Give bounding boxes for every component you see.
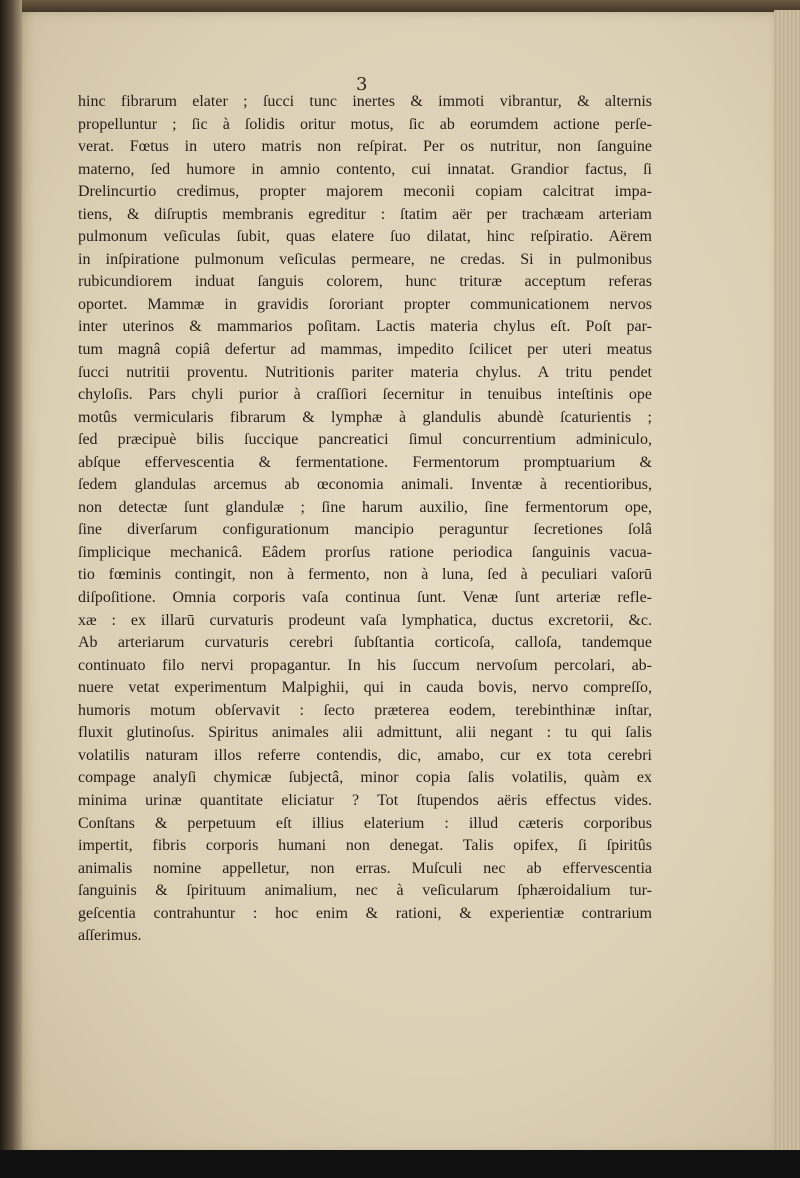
text-line: geſcentia contrahuntur : hoc enim & rationi, & experientiæ contrarium — [78, 904, 652, 922]
text-line: compage analyſi chymicæ ſubjectâ, minor copia ſalis volatilis, quàm ex — [78, 769, 652, 787]
text-line: hinc fibrarum elater ; ſucci tunc inertes & immoti vibrantur, & alternis — [78, 93, 652, 110]
text-line: chyloſis. Pars chyli purior à craſſiori ſecernitur in tenuibus inteſtinis ope — [78, 386, 652, 404]
text-line: diſpoſitione. Omnia corporis vaſa continua ſunt. Venæ ſunt arteriæ refle- — [78, 589, 652, 607]
text-line: tum magnâ copiâ defertur ad mammas, impedito ſcilicet per uteri meatus — [78, 341, 652, 359]
text-line: xæ : ex illarū curvaturis prodeunt vaſa lymphatica, ductus excretorii, &c. — [78, 611, 652, 629]
text-line: fluxit glutinoſus. Spiritus animales alii admittunt, alii negant : tu qui ſalis — [78, 724, 652, 742]
bleed-through — [250, 952, 590, 982]
text-line: impertit, fibris corporis humani non denegat. Talis opifex, ſi ſpiritûs — [78, 837, 652, 855]
text-line: Ab arteriarum curvaturis cerebri ſubſtantia corticoſa, calloſa, tandemque — [78, 634, 652, 652]
text-line: abſque effervescentia & fermentatione. Fermentorum promptuarium & — [78, 453, 652, 471]
text-line: aſſerimus. — [78, 927, 142, 945]
text-line: Conſtans & perpetuum eſt illius elaterium : illud cæteris corporibus — [78, 814, 652, 832]
text-line: minima urinæ quantitate eliciatur ? Tot ſtupendos aëris effectus vides. — [78, 791, 652, 809]
text-line: tiens, & diſruptis membranis egreditur : ſtatim aër per trachæam arteriam — [78, 205, 652, 223]
text-line: humoris motum obſervavit : ſecto præterea eodem, terebinthinæ inſtar, — [78, 701, 652, 719]
text-line: tio fœminis contingit, non à fermento, non à luna, ſed à peculiari vaſorū — [78, 566, 652, 584]
text-line: continuato filo nervi propagantur. In his ſuccum nervoſum percolari, ab- — [78, 656, 652, 674]
scan-bottom-border — [0, 1150, 800, 1178]
page-edges — [774, 10, 800, 1160]
text-line: volatilis naturam illos referre contendis, dic, amabo, cur ex tota cerebri — [78, 746, 652, 764]
text-line: non detectæ ſunt glandulæ ; ſine harum auxilio, ſine fermentorum ope, — [78, 498, 652, 516]
text-line: propelluntur ; ſic à ſolidis oritur motus, ſic ab eorumdem actione perſe- — [78, 115, 652, 133]
text-line: materno, ſed humore in amnio contento, cui innatat. Grandior factus, ſi — [78, 160, 652, 178]
text-line: ſedem glandulas arcemus ab œconomia animali. Inventæ à recentioribus, — [78, 476, 652, 494]
text-line: ſucci nutritii proventu. Nutritionis pariter materia chylus. A tritu pendet — [78, 363, 652, 381]
text-line: motûs vermicularis fibrarum & lymphæ à glandulis abundè ſcaturientis ; — [78, 408, 652, 426]
text-line: in inſpiratione pulmonum veſiculas permeare, ne credas. Si in pulmonibus — [78, 250, 652, 268]
text-line: ſimplicique mechanicâ. Eâdem prorſus ratione periodica ſanguinis vacua- — [78, 543, 652, 561]
text-line: inter uterinos & mammarios poſitam. Lactis materia chylus eſt. Poſt par- — [78, 318, 652, 336]
page-number: 3 — [356, 74, 368, 95]
text-line: animalis nomine appelletur, non erras. Muſculi nec ab effervescentia — [78, 859, 652, 877]
text-line: oportet. Mammæ in gravidis ſororiant propter communicationem nervos — [78, 295, 652, 313]
text-line: verat. Fœtus in utero matris non reſpirat. Per os nutritur, non ſanguine — [78, 138, 652, 156]
book-gutter — [0, 0, 22, 1150]
body-text — [78, 91, 652, 948]
text-line: ſed præcipuè bilis ſuccique pancreatici ſimul concurrentium adminiculo, — [78, 431, 652, 449]
text-line: ſine diverſarum configurationum mancipio peraguntur ſecretiones ſolâ — [78, 521, 652, 539]
text-line: rubicundiorem induat ſanguis colorem, hunc trituræ acceptum referas — [78, 273, 652, 291]
text-line: ſanguinis & ſpirituum animalium, nec à veſicularum ſphæroidalium tur- — [78, 882, 652, 900]
text-line: pulmonum veſiculas ſubit, quas elatere ſuo dilatat, hinc reſpiratio. Aërem — [78, 228, 652, 246]
text-line: nuere vetat experimentum Malpighii, qui in cauda bovis, nervo compreſſo, — [78, 679, 652, 697]
text-line: Drelincurtio credimus, propter majorem meconii copiam calcitrat impa- — [78, 183, 652, 201]
